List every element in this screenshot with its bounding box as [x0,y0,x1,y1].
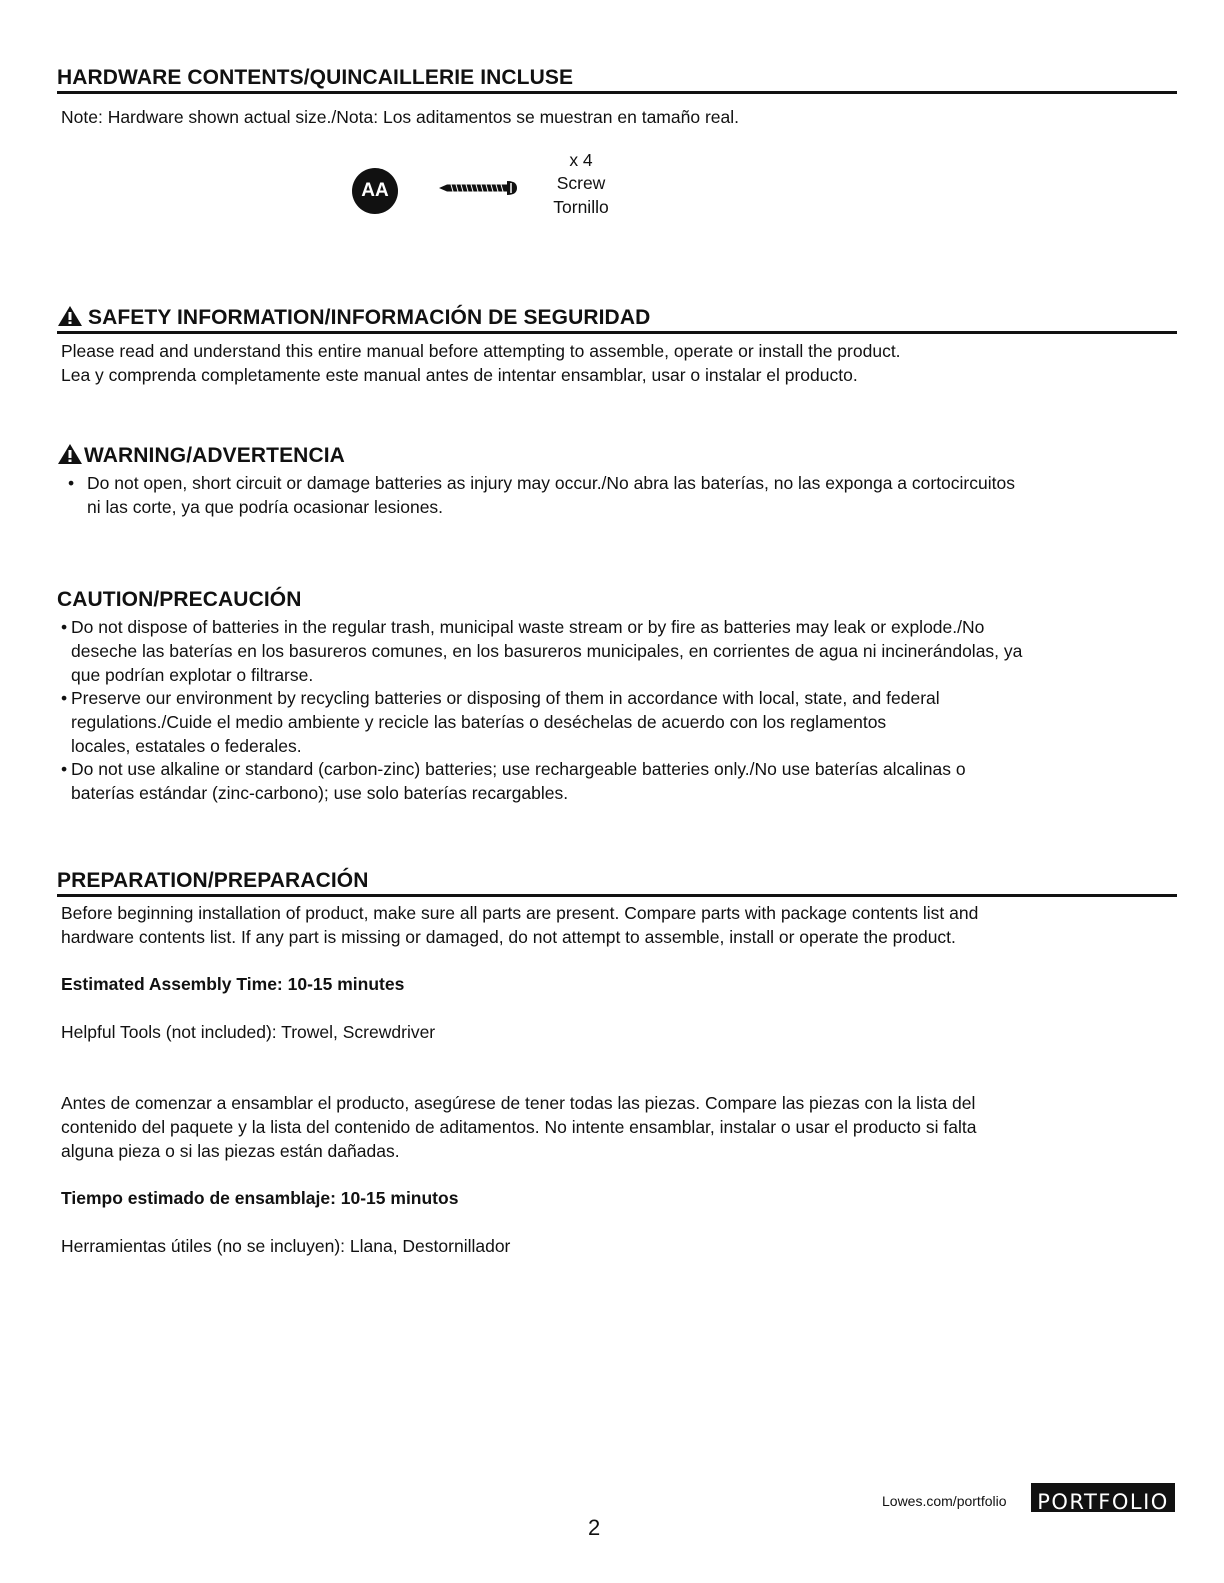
caution-bullet-line: que podrían explotar o filtrarse. [71,665,314,685]
warning-triangle-icon [57,443,83,465]
preparation-heading: PREPARATION/PREPARACIÓN [57,869,1177,897]
page-number: 2 [588,1515,601,1540]
preparation-paragraph-en: Before beginning installation of product, make sure all parts are present. Compare parts with package contents list and [61,903,979,923]
hardware-name-es: Tornillo [553,197,609,217]
hardware-name-en: Screw [556,173,606,193]
warning-heading-text: WARNING/ADVERTENCIA [84,444,345,467]
assembly-time-en: Estimated Assembly Time: 10-15 minutes [61,974,405,994]
hardware-badge: AA [352,168,398,214]
preparation-paragraph-es: Antes de comenzar a ensamblar el producto, asegúrese de tener todas las piezas. Compare las piezas con la lista del [61,1093,976,1113]
safety-line-es: Lea y comprenda completamente este manual antes de intentar ensamblar, usar o instalar el producto. [61,365,858,385]
caution-bullet: • Preserve our environment by recycling batteries or disposing of them in accordance with local, state, and federal regulations./Cuide el medio ambiente y recicle las baterías o deséchelas de acuerdo con los reglamentos locales, estatales o federales. [61,688,940,756]
safety-line-en: Please read and understand this entire manual before attempting to assemble, operate or install the product. [61,341,901,361]
caution-bullet-line: Do not use alkaline or standard (carbon-zinc) batteries; use rechargeable batteries only./No use baterías alcalinas o [71,759,966,779]
preparation-paragraph-es: alguna pieza o si las piezas están dañadas. [61,1141,400,1161]
caution-bullet-line: locales, estatales o federales. [71,736,302,756]
assembly-time-es: Tiempo estimado de ensamblaje: 10-15 minutos [61,1188,459,1208]
safety-heading-text: SAFETY INFORMATION/INFORMACIÓN DE SEGURIDAD [88,306,651,329]
portfolio-logo: PORTFOLIO [1031,1483,1175,1512]
caution-bullet: • Do not dispose of batteries in the regular trash, municipal waste stream or by fire as batteries may leak or explode./No deseche las baterías en los basureros comunes, en los basureros municipales, en corrientes de agua ni incinerándolas, ya que podrían explotar o filtrarse. [61,617,1023,685]
caution-bullet: • Do not use alkaline or standard (carbon-zinc) batteries; use rechargeable batteries only./No use baterías alcalinas o baterías estándar (zinc-carbono); use solo baterías recargables. [61,759,966,803]
caution-heading: CAUTION/PRECAUCIÓN [57,588,302,611]
caution-bullet-line: regulations./Cuide el medio ambiente y recicle las baterías o deséchelas de acuerdo con los reglamentos [71,712,887,732]
caution-bullet-line: baterías estándar (zinc-carbono); use solo baterías recargables. [71,783,569,803]
hardware-note: Note: Hardware shown actual size./Nota: Los aditamentos se muestran en tamaño real. [61,107,739,127]
caution-bullet-line: deseche las baterías en los basureros comunes, en los basureros municipales, en corrientes de agua ni incinerándolas, ya [71,641,1023,661]
safety-heading [57,305,1177,334]
warning-heading [57,443,1177,469]
warning-bullet-line: ni las corte, ya que podría ocasionar lesiones. [87,497,444,517]
caution-bullet-line: Do not dispose of batteries in the regular trash, municipal waste stream or by fire as batteries may leak or explode./No [71,617,985,637]
caution-bullet-line: Preserve our environment by recycling batteries or disposing of them in accordance with local, state, and federal [71,688,940,708]
hardware-quantity: x 4 [569,150,593,170]
helpful-tools-es: Herramientas útiles (no se incluyen): Llana, Destornillador [61,1236,511,1256]
preparation-paragraph-en: hardware contents list. If any part is missing or damaged, do not attempt to assemble, install or operate the product. [61,927,956,947]
warning-bullet-line: Do not open, short circuit or damage batteries as injury may occur./No abra las baterías, no las exponga a cortocircuitos [87,473,1015,493]
warning-triangle-icon [57,305,83,327]
hardware-heading: HARDWARE CONTENTS/QUINCAILLERIE INCLUSE [57,66,1177,94]
screw-icon [437,178,521,198]
preparation-paragraph-es: contenido del paquete y la lista del contenido de aditamentos. No intente ensamblar, instalar o usar el producto si falta [61,1117,977,1137]
helpful-tools-en: Helpful Tools (not included): Trowel, Screwdriver [61,1022,436,1042]
warning-bullet: • Do not open, short circuit or damage batteries as injury may occur./No abra las baterías, no las exponga a cortocircuitos ni las corte, ya que podría ocasionar lesiones. [68,473,1015,517]
footer-url: Lowes.com/portfolio [882,1493,1007,1509]
